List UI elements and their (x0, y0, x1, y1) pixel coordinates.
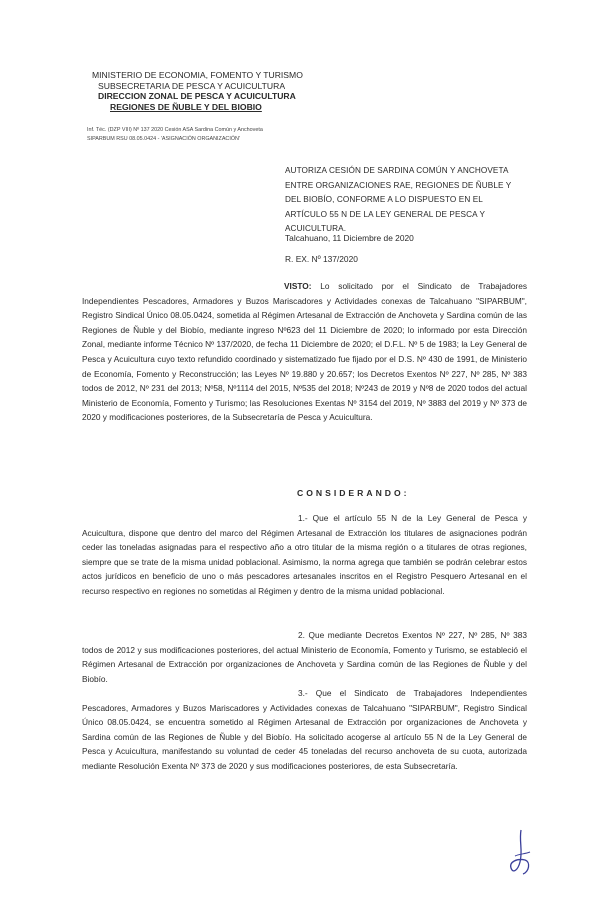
signature-mark (505, 828, 535, 878)
letterhead (92, 70, 322, 112)
considerando-paragraph-1: 1.- Que el artículo 55 N de la Ley General de Pesca y Acuicultura, dispone que dentro del marco del Régimen Artesanal de Extracción los titulares de asignaciones podrán ceder las toneladas asignadas para el respectivo año a otro titular de la misma región o a titulares de otras regiones, siempre que se trate de la misma unidad poblacional. Asimismo, la norma agrega que también se podrán celebrar estos actos jurídicos en beneficio de uno o más pescadores artesanales inscritos en el Registro Pesquero Artesanal en el recurso respectivo en regiones no sometidas al Régimen y dentro de la misma unidad poblacional. (82, 513, 527, 596)
resolution-number: R. EX. Nº 137/2020 (285, 254, 358, 264)
place-date: Talcahuano, 11 Diciembre de 2020 (285, 233, 414, 243)
visto-text: Lo solicitado por el Sindicato de Trabajadores Independientes Pescadores, Armadores y Buzos Mariscadores y Actividades conexas de Talcahuano "SIPARBUM", Registro Sindical Único 08.05.0424, sometida al Régimen Artesanal de Extracción de Anchoveta y Sardina común de las Regiones de Ñuble y del Biobío, mediante ingreso Nº623 del 11 Diciembre de 2020; lo informado por esta Dirección Zonal, mediante informe Técnico Nº 137/2020, de fecha 11 Diciembre de 2020; el D.F.L. Nº 5 de 1983; la Ley General de Pesca y Acuicultura cuyo texto refundido coordinado y sistematizado fue fijado por el D.S. Nº 430 de 1991, de Ministerio de Economía, Fomento y Reconstrucción; las Leyes Nº 19.880 y 20.657; los Decretos Exentos Nº 227, Nº 285, Nº 383 todos de 2012, Nº 231 del 2013; Nº58, Nº1114 del 2015, Nº535 del 2018; Nº243 de 2019 y Nº8 de 2020 todos del actual Ministerio de Economía, Fomento y Turismo; las Resoluciones Exentas Nº 3154 del 2019, Nº 3883 del 2019 y Nº 373 de 2020 y modificaciones posteriores, de la Subsecretaría de Pesca y Acuicultura. (82, 281, 527, 423)
considerando-heading: CONSIDERANDO: (297, 488, 410, 498)
reference-line-1: Inf. Téc. (DZP VIII) Nº 137 2020 Cesión ASA Sardina Común y Anchoveta (87, 127, 263, 133)
reference-note (87, 126, 317, 144)
visto-paragraph (82, 279, 527, 425)
ministry-line: MINISTERIO DE ECONOMIA, FOMENTO Y TURISMO (92, 70, 303, 80)
resolution-subject: AUTORIZA CESIÓN DE SARDINA COMÚN Y ANCHOVETA ENTRE ORGANIZACIONES RAE, REGIONES DE ÑUBLE Y DEL BIOBÍO, CONFORME A LO DISPUESTO EN EL ARTÍCULO 55 N DE LA LEY GENERAL DE PESCA Y ACUICULTURA. (285, 166, 512, 234)
regiones-line: REGIONES DE ÑUBLE Y DEL BIOBIO (110, 101, 262, 112)
subsecretaria-line: SUBSECRETARIA DE PESCA Y ACUICULTURA (98, 80, 286, 91)
visto-label: VISTO: (284, 281, 312, 291)
direccion-zonal-line: DIRECCION ZONAL DE PESCA Y ACUICULTURA (98, 91, 296, 102)
reference-line-2: SIPARBUM RSU 08.05.0424 - 'ASIGNACIÓN ORGANIZACIÓN' (87, 136, 240, 142)
considerando-paragraph-2: 2. Que mediante Decretos Exentos Nº 227, Nº 285, Nº 383 todos de 2012 y sus modificaciones posteriores, del actual Ministerio de Economía, Fomento y Turismo, se estableció el Régimen Artesanal de Extracción por organizaciones de Anchoveta y Sardina común de las Regiones de Ñuble y del Biobío. (82, 630, 527, 684)
considerando-paragraph-3: 3.- Que el Sindicato de Trabajadores Independientes Pescadores, Armadores y Buzos Mariscadores y Actividades conexas de Talcahuano "SIPARBUM", Registro Sindical Único 08.05.0424, se encuentra sometido al Régimen Artesanal de Extracción por organizaciones de Anchoveta y Sardina común de las Regiones de Ñuble y del Biobío. Ha solicitado acogerse al artículo 55 N de la Ley General de Pesca y Acuicultura, manifestando su voluntad de ceder 45 toneladas del recurso anchoveta de su cuota, autorizada mediante Resolución Exenta Nº 373 de 2020 y sus modificaciones posteriores, de esta Subsecretaría. (82, 688, 527, 771)
